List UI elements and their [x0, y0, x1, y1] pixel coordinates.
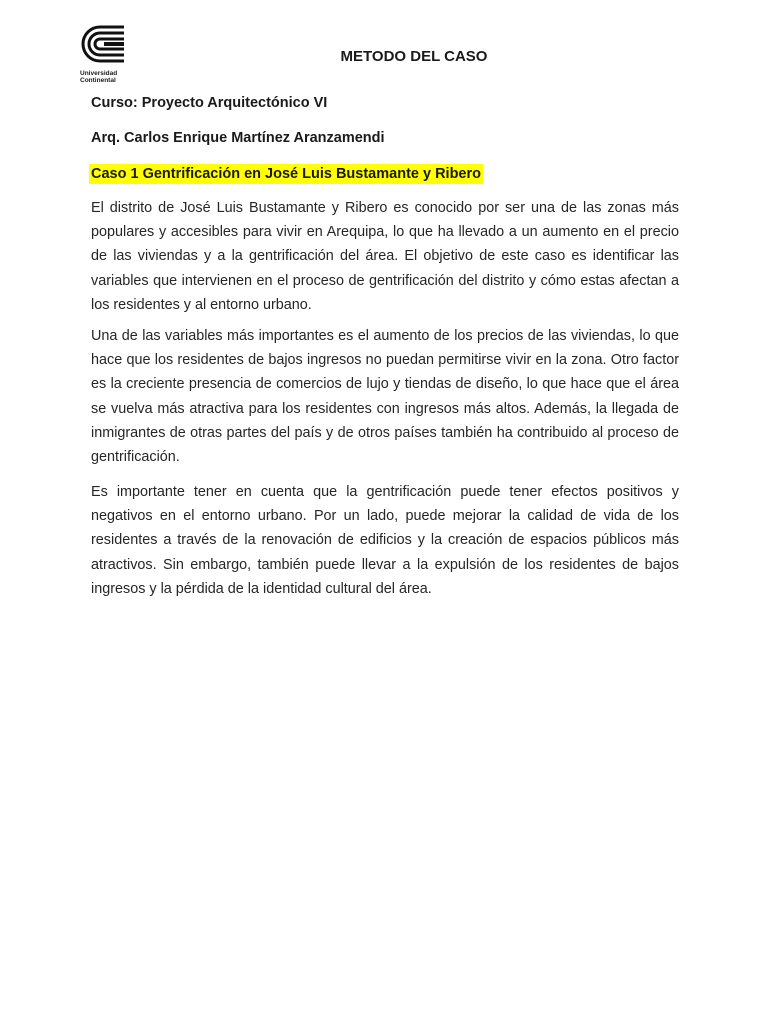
document-title: METODO DEL CASO — [340, 48, 488, 65]
case-title-highlighted: Caso 1 Gentrificación en José Luis Bustamante y Ribero — [91, 166, 481, 182]
logo-line-2: Continental — [80, 77, 116, 84]
logo-line-1: Universidad — [80, 70, 118, 77]
paragraph-2-text: Una de las variables más importantes es el aumento de los precios de las viviendas, lo que hace que los residentes de bajos ingresos no puedan permitirse vivir en la zona. Otro factor es la creciente presencia de comercios de lujo y tiendas de diseño, lo que hace que el área se vuelva más atractiva para los residentes con ingresos más altos. Además, la llegada de inmigrantes de otras partes del país y de otros países también ha contribuido al proceso de gentrificación. — [91, 328, 679, 466]
paragraph-2 — [91, 324, 679, 469]
author-line: Arq. Carlos Enrique Martínez Aranzamendi — [91, 130, 385, 146]
university-logo-text — [80, 70, 117, 84]
paragraph-3-text: Es importante tener en cuenta que la gentrificación puede tener efectos positivos y negativos en el entorno urbano. Por un lado, puede mejorar la calidad de vida de los residentes a través de la renovación de edificios y la creación de espacios públicos más atractivos. Sin embargo, también puede llevar a la expulsión de los residentes de bajos ingresos y la pérdida de la identidad cultural del área. — [91, 484, 679, 597]
course-line: Curso: Proyecto Arquitectónico VI — [91, 95, 328, 111]
paragraph-1 — [91, 196, 679, 317]
paragraph-3 — [91, 480, 679, 601]
paragraph-1-text: El distrito de José Luis Bustamante y Ribero es conocido por ser una de las zonas más populares y accesibles para vivir en Arequipa, lo que ha llevado a un aumento en el precio de las viviendas y a la gentrificación del área. El objetivo de este caso es identificar las variables que intervienen en el proceso de gentrificación del distrito y cómo estas afectan a los residentes y al entorno urbano. — [91, 200, 679, 313]
